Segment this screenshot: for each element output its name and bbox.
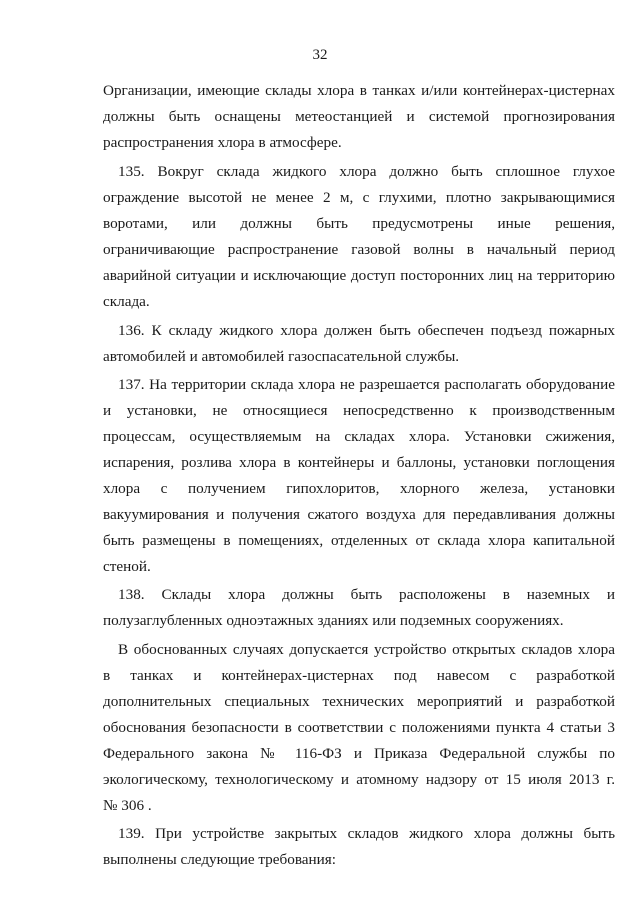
text-line: быть размещены в помещениях, отделенных от склада хлора капитальной — [103, 532, 615, 549]
text-line: 138. Склады хлора должны быть расположены в наземных и — [118, 586, 615, 603]
text-line: воротами, или должны быть предусмотрены иные решения, — [103, 215, 615, 232]
text-line: экологическому, технологическому и атомному надзору от 15 июля 2013 г. — [103, 771, 615, 788]
text-line: ограждение высотой не менее 2 м, с глухими, плотно закрывающимися — [103, 189, 615, 206]
text-line: распространения хлора в атмосфере. — [103, 134, 342, 151]
text-line: автомобилей и автомобилей газоспасательной службы. — [103, 348, 460, 365]
text-line: склада. — [103, 293, 150, 310]
text-line: Организации, имеющие склады хлора в танках и/или контейнерах-цистернах — [103, 82, 615, 99]
text-line: 136. К складу жидкого хлора должен быть обеспечен подъезд пожарных — [118, 322, 615, 339]
text-line: в танках и контейнерах-цистернах под навесом с разработкой — [103, 667, 615, 684]
text-line: стеной. — [103, 558, 151, 575]
text-line: 137. На территории склада хлора не разрешается располагать оборудование — [118, 376, 615, 393]
text-line: процессам, осуществляемым на складах хлора. Установки сжижения, — [103, 428, 615, 445]
text-line: ограничивающие распространение газовой волны в начальный период — [103, 241, 615, 258]
text-line: 135. Вокруг склада жидкого хлора должно быть сплошное глухое — [118, 163, 615, 180]
text-line: выполнены следующие требования: — [103, 851, 337, 868]
text-line: 139. При устройстве закрытых складов жидкого хлора должны быть — [118, 825, 615, 842]
text-line: и установки, не относящиеся непосредственно к производственным — [103, 402, 615, 419]
text-line: вакуумирования и получения сжатого воздуха для передавливания должны — [103, 506, 615, 523]
text-line: № 306 . — [103, 797, 152, 814]
text-line: В обоснованных случаях допускается устройство открытых складов хлора — [118, 641, 615, 658]
text-line: дополнительных специальных технических мероприятий и разработкой — [103, 693, 615, 710]
text-line: обоснования безопасности в соответствии с положениями пункта 4 статьи 3 — [103, 719, 615, 736]
text-line: аварийной ситуации и исключающие доступ посторонних лиц на территорию — [103, 267, 615, 284]
text-line: хлора с получением гипохлоритов, хлорного железа, установки — [103, 480, 615, 497]
page-number: 32 — [312, 47, 328, 63]
text-line: полузаглубленных одноэтажных зданиях или подземных сооружениях. — [103, 612, 564, 629]
text-line: Федерального закона № 116-ФЗ и Приказа Федеральной службы по — [103, 745, 615, 762]
text-line: должны быть оснащены метеостанцией и системой прогнозирования — [103, 108, 615, 125]
text-line: испарения, розлива хлора в контейнеры и баллоны, установки поглощения — [103, 454, 615, 471]
